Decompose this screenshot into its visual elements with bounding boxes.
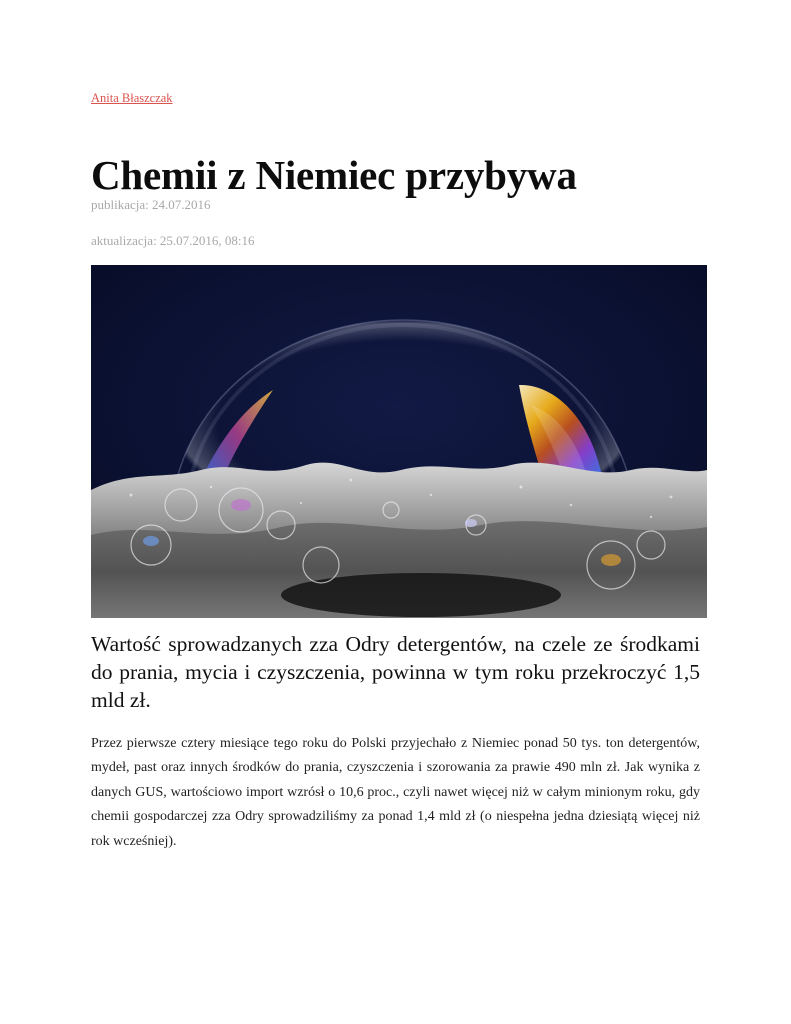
author-link[interactable]: Anita Błaszczak <box>91 91 173 105</box>
hero-image-soap-bubble <box>91 265 707 618</box>
article-lead: Wartość sprowadzanych zza Odry detergentów, na czele ze środkami do prania, mycia i czyszczenia, powinna w tym roku przekroczyć 1,5 mld zł. <box>91 632 700 712</box>
soap-bubble-illustration <box>91 265 707 618</box>
article-body-paragraph: Przez pierwsze cztery miesiące tego roku do Polski przyjechało z Niemiec ponad 50 tys. ton detergentów, mydeł, past oraz innych środków do prania, czyszczenia i szorowania za prawie 490 mln zł. Jak wynika z danych GUS, wartościowo import wzrósł o 10,6 proc., czyli nawet więcej niż w całym minionym roku, gdy chemii gospodarczej zza Odry sprowadziliśmy za ponad 1,4 mld zł (o niespełna jedna dziesiątą więcej niż rok wcześniej). <box>91 736 700 849</box>
publication-date: publikacja: 24.07.2016 <box>91 197 211 212</box>
update-date: aktualizacja: 25.07.2016, 08:16 <box>91 233 255 248</box>
article-title: Chemii z Niemiec przybywa <box>91 152 577 198</box>
